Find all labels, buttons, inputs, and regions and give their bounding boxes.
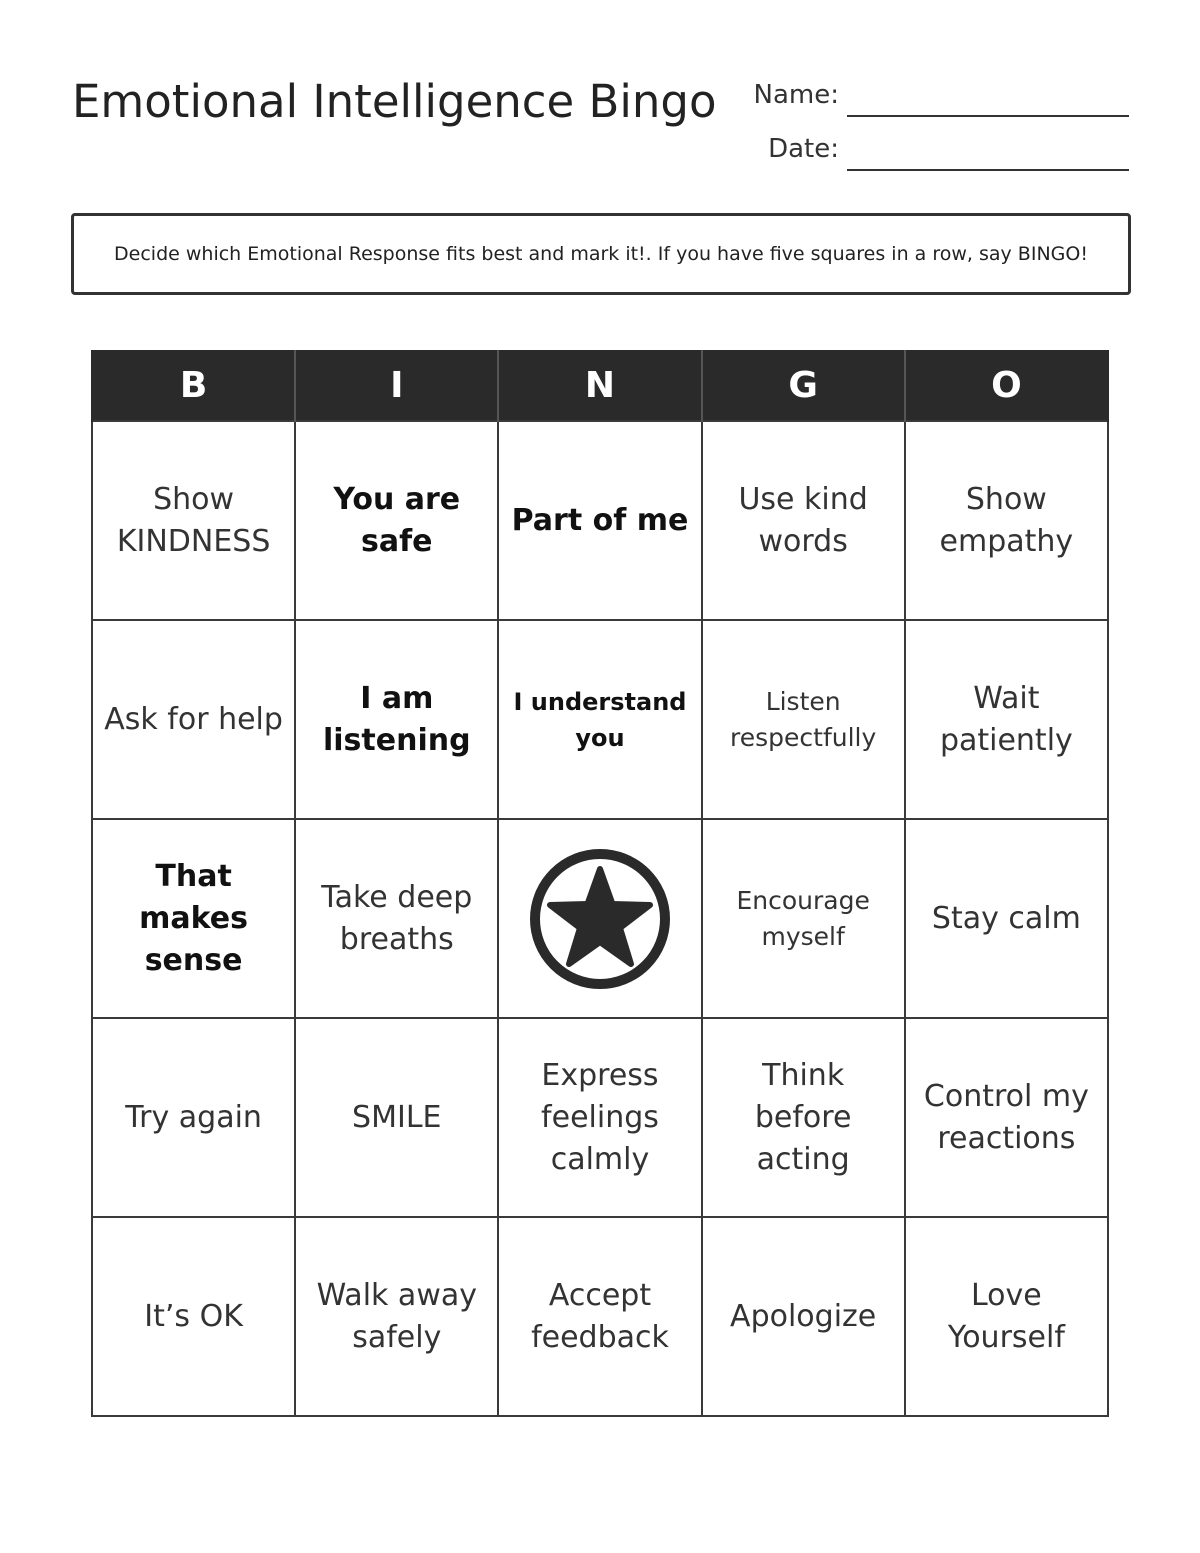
- bingo-square[interactable]: That makes sense: [92, 819, 295, 1018]
- bingo-square[interactable]: Walk away safely: [295, 1217, 498, 1416]
- column-header-g: G: [702, 350, 905, 421]
- bingo-row: [92, 819, 1108, 1018]
- bingo-row: [92, 421, 1108, 620]
- bingo-square[interactable]: It’s OK: [92, 1217, 295, 1416]
- column-header-b: B: [92, 350, 295, 421]
- bingo-square[interactable]: Wait patiently: [905, 620, 1108, 819]
- bingo-square[interactable]: Take deep breaths: [295, 819, 498, 1018]
- column-header-i: I: [295, 350, 498, 421]
- bingo-square[interactable]: Control my reactions: [905, 1018, 1108, 1217]
- bingo-square[interactable]: Show empathy: [905, 421, 1108, 620]
- instructions-box: [71, 213, 1131, 295]
- star-in-circle-icon: [525, 844, 675, 994]
- bingo-row: [92, 620, 1108, 819]
- bingo-square[interactable]: Express feelings calmly: [498, 1018, 701, 1217]
- bingo-square[interactable]: Use kind words: [702, 421, 905, 620]
- bingo-square[interactable]: I am listening: [295, 620, 498, 819]
- bingo-square[interactable]: Try again: [92, 1018, 295, 1217]
- bingo-square[interactable]: You are safe: [295, 421, 498, 620]
- bingo-square[interactable]: Listen respectfully: [702, 620, 905, 819]
- column-header-n: N: [498, 350, 701, 421]
- bingo-square[interactable]: Encourage myself: [702, 819, 905, 1018]
- bingo-row: [92, 1018, 1108, 1217]
- instructions-text: Decide which Emotional Response fits best and mark it!. If you have five squares in a row, say BINGO!: [114, 243, 1088, 265]
- bingo-header-row: [92, 350, 1108, 421]
- bingo-board: [91, 350, 1109, 1417]
- name-label: Name:: [753, 80, 839, 110]
- bingo-square[interactable]: I understand you: [498, 620, 701, 819]
- page-title: Emotional Intelligence Bingo: [72, 75, 717, 128]
- bingo-square[interactable]: Think before acting: [702, 1018, 905, 1217]
- bingo-square[interactable]: Ask for help: [92, 620, 295, 819]
- bingo-square[interactable]: Part of me: [498, 421, 701, 620]
- bingo-square[interactable]: Love Yourself: [905, 1217, 1108, 1416]
- date-field[interactable]: [847, 169, 1129, 171]
- bingo-square[interactable]: SMILE: [295, 1018, 498, 1217]
- name-field[interactable]: [847, 115, 1129, 117]
- free-space[interactable]: [498, 819, 701, 1018]
- bingo-row: [92, 1217, 1108, 1416]
- bingo-square[interactable]: Show KINDNESS: [92, 421, 295, 620]
- bingo-square[interactable]: Apologize: [702, 1217, 905, 1416]
- date-label: Date:: [768, 134, 839, 164]
- bingo-square[interactable]: Stay calm: [905, 819, 1108, 1018]
- bingo-square[interactable]: Accept feedback: [498, 1217, 701, 1416]
- column-header-o: O: [905, 350, 1108, 421]
